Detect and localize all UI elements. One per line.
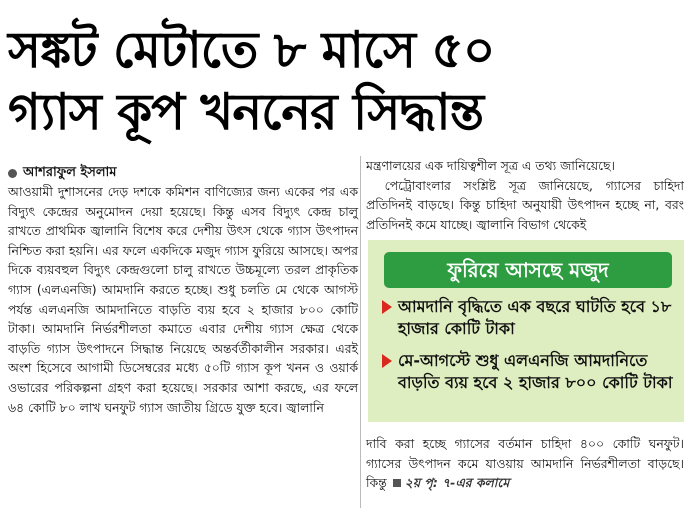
- highlight-point: [382, 350, 682, 420]
- highlight-point-text: মে-আগস্টে শুধু এলএনজি আমদানিতে বাড়তি ব্যয় হবে ২ হাজার ৮০০ কোটি টাকা: [398, 351, 673, 392]
- article-paragraph: পেট্রোবাংলার সংশ্লিষ্ট সূত্র জানিয়েছে, গ্যাসের চাহিদা প্রতিদিনই বাড়ছে। কিন্তু চাহিদা অনুযায়ী উৎপাদন হচ্ছে না, বরং প্রতিদিনই কমে যাচ্ছে। জ্বালানি বিভাগ থেকেই: [366, 177, 684, 232]
- highlight-point-text: আমদানি বৃদ্ধিতে এক বছরে ঘাটতি হবে ১৮ হাজার কোটি টাকা: [398, 297, 672, 338]
- headline-line-1: সঙ্কট মেটাতে ৮ মাসে ৫০: [8, 21, 495, 79]
- column-divider: [360, 156, 361, 508]
- article-paragraph: মন্ত্রণালয়ের এক দায়িত্বশীল সূত্র এ তথ্য জানিয়েছে।: [366, 158, 615, 173]
- article-right-column-bottom: [366, 434, 684, 493]
- red-arrow-icon: [382, 300, 392, 314]
- highlight-point: [382, 296, 682, 344]
- headline-line-2: গ্যাস কূপ খননের সিদ্ধান্ত: [8, 83, 484, 141]
- article-left-column: [8, 182, 358, 417]
- article-paragraph: [366, 434, 684, 493]
- continuation-square-icon: [393, 479, 401, 487]
- byline-dot-icon: [8, 169, 17, 178]
- article-text: দাবি করা হচ্ছে গ্যাসের বর্তমান চাহিদা ৪০০ কোটি ঘনফুট। গ্যাসের উৎপাদন কমে যাওয়ায় আমদানি নির্ভরশীলতা বাড়ছে। কিন্তু: [366, 436, 684, 491]
- byline: [8, 163, 117, 184]
- highlight-box-heading: ফুরিয়ে আসছে মজুদ: [384, 252, 672, 288]
- article-right-column-top: [366, 156, 684, 234]
- author-name: আশরাফুল ইসলাম: [23, 165, 117, 180]
- article-paragraph: আওয়ামী দুশাসনের দেড় দশকে কমিশন বাণিজ্যের জন্য একের পর এক বিদ্যুৎ কেন্দ্রের অনুমোদন দেয়া হয়েছে। কিন্তু এসব বিদ্যুৎ কেন্দ্র চালু রাখতে প্রাথমিক জ্বালানি বিশেষ করে দেশীয় উৎস থেকে গ্যাস উৎপাদন নিশ্চিত করা হয়নি। এর ফলে একদিকে মজুদ গ্যাস ফুরিয়ে আসছে। অপর দিকে ব্যয়বহুল বিদ্যুৎ কেন্দ্রগুলো চালু রাখতে উচ্চমূল্যে তরল প্রাকৃতিক গ্যাস (এলএনজি) আমদানি করতে হচ্ছে। শুধু চলতি মে থেকে আগস্ট পর্যন্ত এলএনজি আমদানিতে বাড়তি ব্যয় হবে ২ হাজার ৮০০ কোটি টাকা। আমদানি নির্ভরশীলতা কমাতে এবার দেশীয় গ্যাস ক্ষেত্র থেকে বাড়তি গ্যাস উৎপাদনে সিদ্ধান্ত নিয়েছে অন্তর্বর্তীকালীন সরকার। এরই অংশ হিসেবে আগামী ডিসেম্বরের মধ্যে ৫০টি গ্যাস কূপ খনন ও ওয়ার্ক ওভারের পরিকল্পনা গ্রহণ করা হয়েছে। সরকার আশা করছে, এর ফলে ৬৪ কোটি ৮০ লাখ ঘনফুট গ্যাস জাতীয় গ্রিডে যুক্ত হবে। জ্বালানি: [8, 184, 358, 415]
- highlight-box: [368, 240, 684, 422]
- continuation-link[interactable]: ২য় পৃ: ৭-এর কলামে: [404, 475, 510, 491]
- red-arrow-icon: [382, 354, 392, 368]
